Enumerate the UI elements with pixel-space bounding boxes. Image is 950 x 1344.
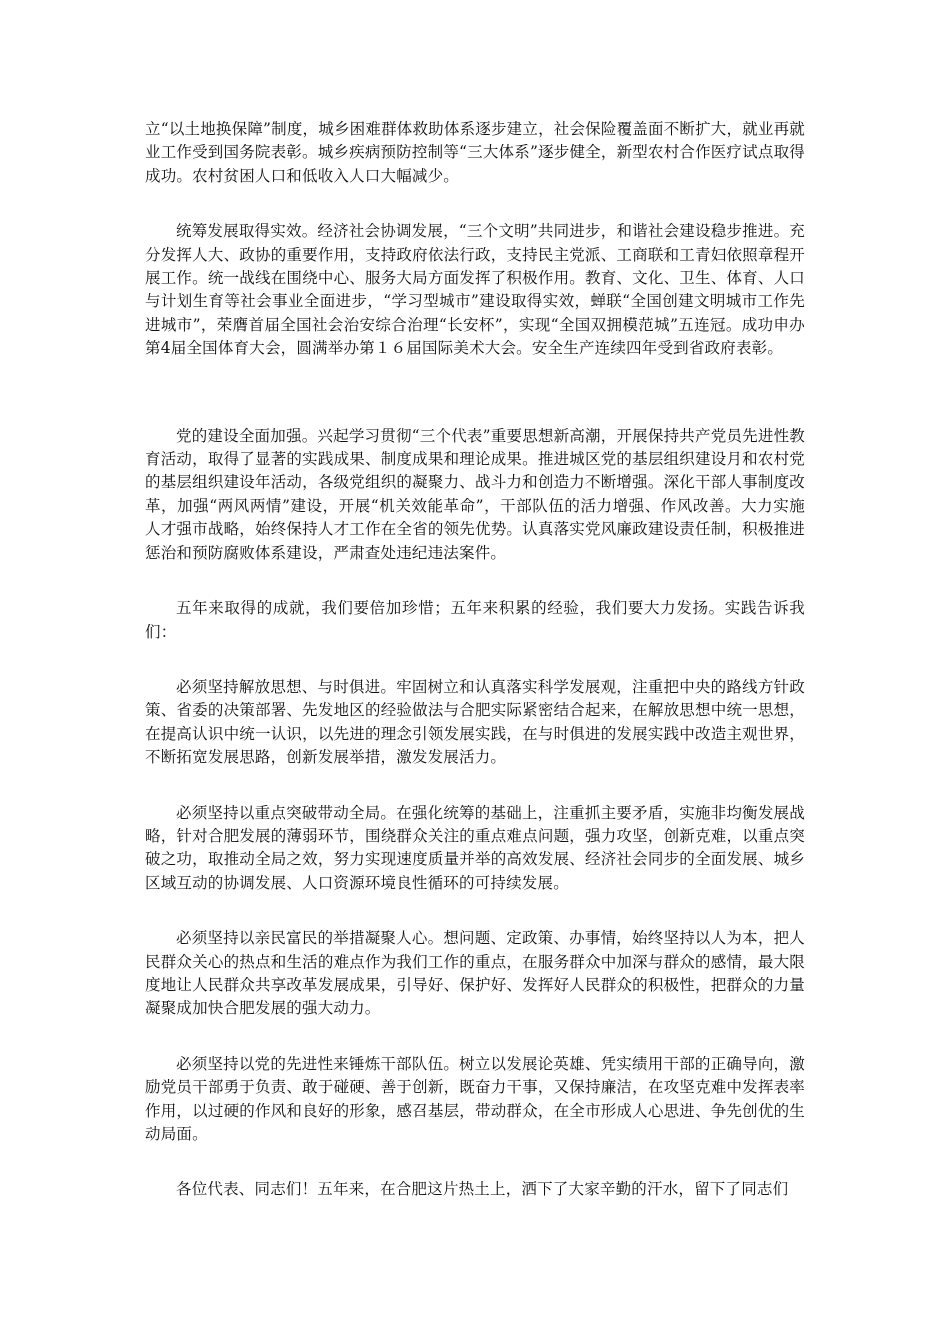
paragraph-emancipate-mind: 必须坚持解放思想、与时俱进。牢固树立和认真落实科学发展观，注重把中央的路线方针政策、省委的决策部署、先发地区的经验做法与合肥实际紧密结合起来，在解放思想中统一思想，在提高认识中统一认识，以先进的理念引领发展实践，在与时俱进的发展实践中改造主观世界，不断拓宽发展思路，创新发展举措，激发发展活力。 [145,677,805,767]
document-page [145,118,805,1202]
paragraph-people-oriented: 必须坚持以亲民富民的举措凝聚人心。想问题、定政策、办事情，始终坚持以人为本，把人民群众关心的热点和生活的难点作为我们工作的重点，在服务群众中加深与群众的感情，最大限度地让人民群众共享改革发展成果，引导好、保护好、发挥好人民群众的积极性，把群众的力量凝聚成加快合肥发展的强大动力。 [145,929,805,1018]
paragraph-key-breakthroughs: 必须坚持以重点突破带动全局。在强化统筹的基础上，注重抓主要矛盾，实施非均衡发展战略，针对合肥发展的薄弱环节，围绕群众关注的重点难点问题，强力攻坚，创新克难，以重点突破之功，取推动全局之效，努力实现速度质量并举的高效发展、经济社会同步的全面发展、城乡区域互动的协调发展、人口资源环境良性循环的可持续发展。 [145,803,805,892]
paragraph-coordinated-development: 统筹发展取得实效。经济社会协调发展，“三个文明”共同进步，和谐社会建设稳步推进。充分发挥人大、政协的重要作用，支持政府依法行政，支持民主党派、工商联和工青妇依照章程开展工作。统一战线在围绕中心、服务大局方面发挥了积极作用。教育、文化、卫生、体育、人口与计划生育等社会事业全面进步，“学习型城市”建设取得实效，蝉联“全国创建文明城市工作先进城市”，荣膺首届全国社会治安综合治理“长安杯”，实现“全国双拥模范城”五连冠。成功申办第4届全国体育大会，圆满举办第１６届国际美术大会。安全生产连续四年受到省政府表彰。 [145,222,805,358]
paragraph-achievements-summary: 五年来取得的成就，我们要倍加珍惜；五年来积累的经验，我们要大力发扬。实践告诉我们： [145,599,805,641]
paragraph-party-building: 党的建设全面加强。兴起学习贯彻“三个代表”重要思想新高潮，开展保持共产党员先进性教育活动，取得了显著的实践成果、制度成果和理论成果。推进城区党的基层组织建设月和农村党的基层组织建设年活动，各级党组织的凝聚力、战斗力和创造力不断增强。深化干部人事制度改革，加强“两风两情”建设，开展“机关效能革命”，干部队伍的活力增强、作风改善。大力实施人才强市战略，始终保持人才工作在全省的领先优势。认真落实党风廉政建设责任制，积极推进惩治和预防腐败体系建设，严肃查处违纪违法案件。 [145,426,805,562]
paragraph-closing-address: 各位代表、同志们！五年来，在合肥这片热土上，洒下了大家辛勤的汗水，留下了同志们 [176,1180,789,1199]
paragraph-social-security: 立“以土地换保障”制度，城乡困难群体救助体系逐步建立，社会保险覆盖面不断扩大，就业再就业工作受到国务院表彰。城乡疾病预防控制等“三大体系”逐步健全，新型农村合作医疗试点取得成功。农村贫困人口和低收入人口大幅减少。 [145,120,805,185]
paragraph-cadre-team: 必须坚持以党的先进性来锤炼干部队伍。树立以发展论英雄、凭实绩用干部的正确导向，激励党员干部勇于负责、敢于碰硬、善于创新，既奋力干事，又保持廉洁，在攻坚克难中发挥表率作用，以过硬的作风和良好的形象，感召基层，带动群众，在全市形成人心思进、争先创优的生动局面。 [145,1054,805,1143]
